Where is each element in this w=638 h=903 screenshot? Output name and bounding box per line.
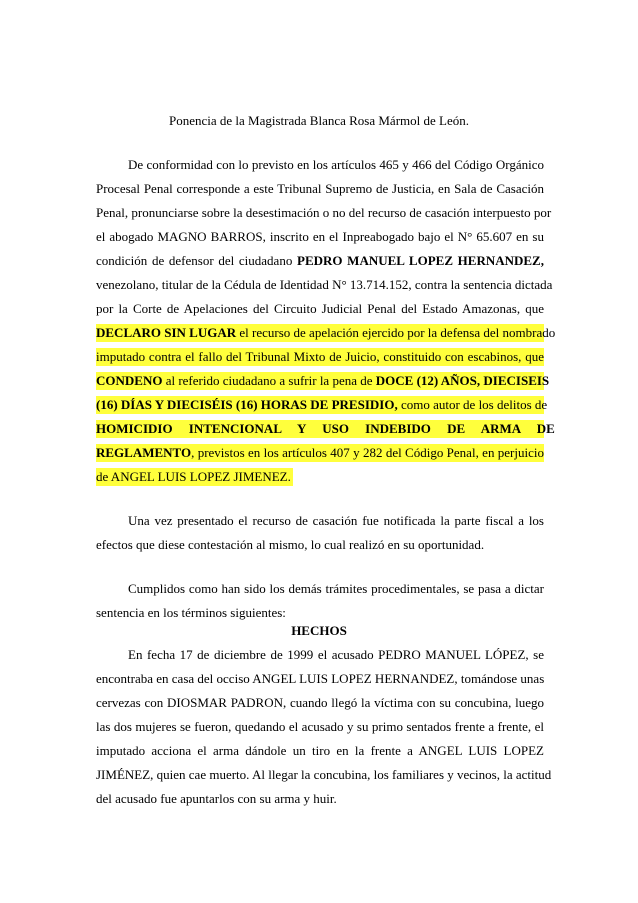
paragraph-line: sentencia en los términos siguientes: xyxy=(96,605,286,620)
paragraph-line: venezolano, titular de la Cédula de Identidad N° 13.714.152, contra la sentencia dictada xyxy=(96,277,553,292)
ruling-condeno: CONDENO xyxy=(96,373,163,388)
crime-name-cont: REGLAMENTO xyxy=(96,445,192,460)
highlighted-line xyxy=(96,372,550,390)
highlighted-line xyxy=(96,420,555,438)
paragraph-line: encontraba en casa del occiso ANGEL LUIS LOPEZ HERNANDEZ, tomándose unas xyxy=(96,671,545,686)
highlighted-line xyxy=(96,396,548,414)
paragraph-line: las dos mujeres se fueron, quedando el acusado y su primo sentados frente a frente, el xyxy=(96,719,544,734)
sentence-length-cont: (16) DÍAS Y DIECISÉIS (16) HORAS DE PRESIDIO, xyxy=(96,397,398,412)
paragraph-line: En fecha 17 de diciembre de 1999 el acusado PEDRO MANUEL LÓPEZ, se xyxy=(128,647,544,662)
defendant-name: PEDRO MANUEL LOPEZ HERNANDEZ, xyxy=(297,253,544,268)
paragraph-line: el abogado MAGNO BARROS, inscrito en el Inpreabogado bajo el N° 65.607 en su xyxy=(96,229,544,244)
paragraph-line: Penal, pronunciarse sobre la desestimación o no del recurso de casación interpuesto por xyxy=(96,205,552,220)
highlighted-line: imputado contra el fallo del Tribunal Mixto de Juicio, constituido con escabinos, que xyxy=(96,349,544,364)
paragraph-line xyxy=(96,252,544,270)
paragraph-line: Cumplidos como han sido los demás trámites procedimentales, se pasa a dictar xyxy=(128,581,544,596)
sentence-length: DOCE (12) AÑOS, DIECISEIS xyxy=(375,373,550,388)
text-span: , previstos en los artículos 407 y 282 del Código Penal, en perjuicio xyxy=(191,445,544,460)
paragraph-line: De conformidad con lo previsto en los artículos 465 y 466 del Código Orgánico xyxy=(128,157,544,172)
section-title: HECHOS xyxy=(291,623,347,638)
highlighted-line xyxy=(96,444,544,462)
paragraph-line: Una vez presentado el recurso de casación fue notificada la parte fiscal a los xyxy=(128,513,544,528)
paragraph-line: imputado acciona el arma dándole un tiro en la frente a ANGEL LUIS LOPEZ xyxy=(96,743,544,758)
text-span: al referido ciudadano a sufrir la pena de xyxy=(162,373,376,388)
text-span: condición de defensor del ciudadano xyxy=(96,253,297,268)
document-heading: Ponencia de la Magistrada Blanca Rosa Mármol de León. xyxy=(169,113,469,128)
highlighted-line: de ANGEL LUIS LOPEZ JIMENEZ. xyxy=(96,469,291,484)
ruling-declaro: DECLARO SIN LUGAR xyxy=(96,325,237,340)
paragraph-line: JIMÉNEZ, quien cae muerto. Al llegar la concubina, los familiares y vecinos, la actitud xyxy=(96,767,552,782)
paragraph-line: efectos que diese contestación al mismo, lo cual realizó en su oportunidad. xyxy=(96,537,485,552)
text-span: como autor de los delitos de xyxy=(397,397,548,412)
paragraph-line: cervezas con DIOSMAR PADRON, cuando llegó la víctima con su concubina, luego xyxy=(96,695,544,710)
paragraph-line: por la Corte de Apelaciones del Circuito Judicial Penal del Estado Amazonas, que xyxy=(96,301,544,316)
crime-name: HOMICIDIO INTENCIONAL Y USO INDEBIDO DE ARMA DE xyxy=(96,421,555,436)
paragraph-line: del acusado fue apuntarlos con su arma y huir. xyxy=(96,791,337,806)
text-span: el recurso de apelación ejercido por la defensa del nombrado xyxy=(236,325,556,340)
highlighted-line xyxy=(96,324,556,342)
paragraph-line: Procesal Penal corresponde a este Tribunal Supremo de Justicia, en Sala de Casación xyxy=(96,181,544,196)
